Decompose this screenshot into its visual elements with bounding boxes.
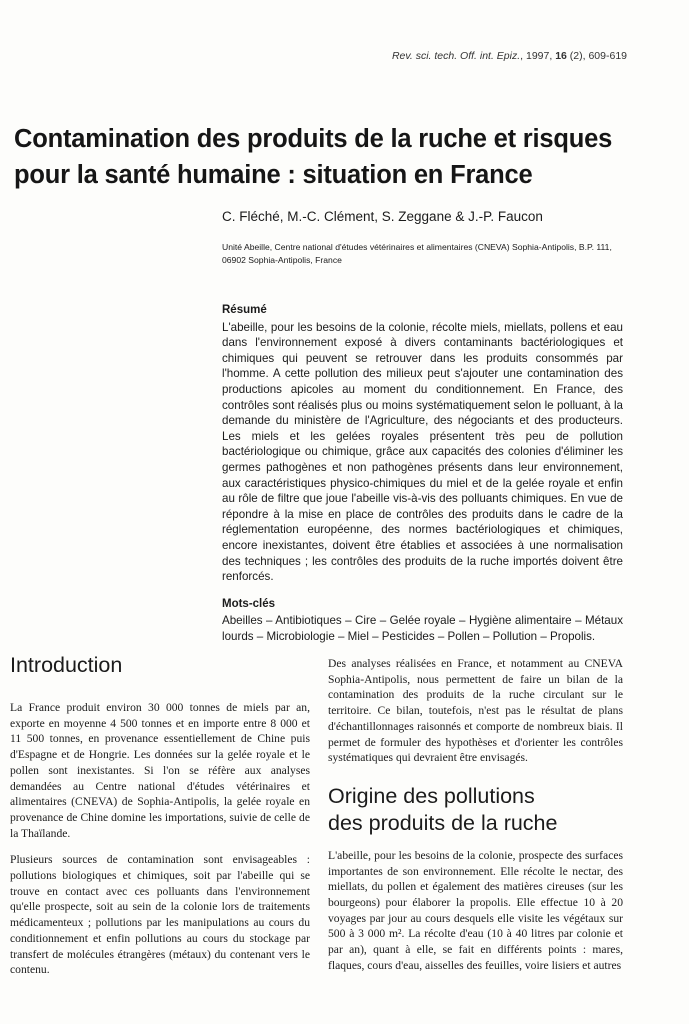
origine-heading [328,783,623,837]
introduction-paragraph: Des analyses réalisées en France, et notamment au CNEVA Sophia-Antipolis, nous permettent de faire un bilan de la contamination des produits de la ruche circulant sur le territoire. Ce bilan, toutefois, n'est pas le résultat de plans d'échantillonnages raisonnés et comporte de nombreux biais. Il permet de formuler des hypothèses et d'orienter les contrôles systématiques qui devraient être envisagés. [328,657,623,765]
origine-heading-line2: des produits de la ruche [328,810,558,835]
citation-year: , 1997, [520,50,556,62]
journal-citation [392,50,627,62]
introduction-paragraph: La France produit environ 30 000 tonnes de miels par an, exporte en moyenne 4 500 tonnes et en importe entre 8 000 et 11 500 tonnes, en provenance essentiellement de Chine puis d'Espagne et de Hongrie. Les données sur la gelée royale et le pollen sont inexistantes. Si l'on se réfère aux analyses demandées au Centre national d'études vétérinaires et alimentaires (CNEVA) de Sophia-Antipolis, la gelée royale en provenance de Chine domine les importations, suivie de celle de la Thaïlande. [10,701,310,840]
abstract-heading: Résumé [222,304,267,316]
left-column [10,652,310,978]
abstract-block [222,303,623,644]
article-title: Contamination des produits de la ruche et risques pour la santé humaine : situation en France [14,125,613,189]
introduction-heading: Introduction [10,653,123,677]
origine-paragraph: L'abeille, pour les besoins de la colonie, prospecte des surfaces importantes de son environnement. Elle récolte le nectar, des miellats, du pollen et également des matières cireuses (sur les bourgeons) pour élaborer la propolis. Elle effectue 10 à 20 voyages par jour au cours desquels elle visite les végétaux sur 500 à 3 000 m². La récolte d'eau (10 à 40 litres par colonie et par an), quant à elle, se fait en différents points : mares, flaques, cours d'eau, aisselles des feuilles, voire lisiers et autres [328,848,623,972]
keywords-heading: Mots-clés [222,597,276,610]
citation-journal: Rev. sci. tech. Off. int. Epiz. [391,50,521,62]
citation-issue-pages: (2), 609-619 [566,50,627,62]
citation-volume: 16 [555,50,567,62]
introduction-paragraph: Plusieurs sources de contamination sont envisageables : pollutions biologiques et chimiques, soit par l'abeille qui se trouve en contact avec ces polluants dans l'environnement qu'elle prospecte, soit au sein de la colonie lors de traitements médicamenteux ; pollutions par les manipulations au cours du conditionnement et enfin pollutions au cours du stockage par transfert de molécules étrangères (métaux) du contenant vers le contenu. [10,853,310,977]
origine-heading-line1: Origine des pollutions [328,783,535,808]
author-affiliation: Unité Abeille, Centre national d'études vétérinaires et alimentaires (CNEVA) Sophia-Antipolis, B.P. 111, 06902 Sophia-Antipolis, France [222,242,612,265]
keywords-list: Abeilles – Antibiotiques – Cire – Gelée royale – Hygiène alimentaire – Métaux lourds – Microbiologie – Miel – Pesticides – Pollen – Pollution – Propolis. [222,614,623,643]
author-list: C. Fléché, M.-C. Clément, S. Zeggane & J.-P. Faucon [222,209,543,224]
abstract-text: L'abeille, pour les besoins de la colonie, récolte miels, miellats, pollens et eau dans l'environnement exposé à divers contaminants bactériologiques et chimiques qui peuvent se retrouver dans les produits consommés par l'homme. A cette pollution des milieux peut s'ajouter une contamination des productions apicoles au moment du conditionnement. En France, des contrôles sont réalisés plus ou moins systématiquement selon le polluant, à la demande du ministère de l'Agriculture, des négociants et des producteurs. Les miels et les gelées royales présentent très peu de pollution bactériologique ou chimique, grâce aux capacités des colonies d'éliminer les germes pathogènes et non pathogènes présents dans leur environnement, aux caractéristiques physico-chimiques du miel et de la gelée royale et enfin au rôle de filtre que joue l'abeille vis-à-vis des polluants chimiques. En vue de répondre à la mise en place de contrôles des produits dans le cadre de la réglementation européenne, des normes bactériologiques et chimiques, encore inexistantes, doivent être établies et associées à une normalisation des techniques ; les contrôles des produits de la ruche importés doivent être renforcés. [222,320,623,584]
right-column [328,656,623,974]
